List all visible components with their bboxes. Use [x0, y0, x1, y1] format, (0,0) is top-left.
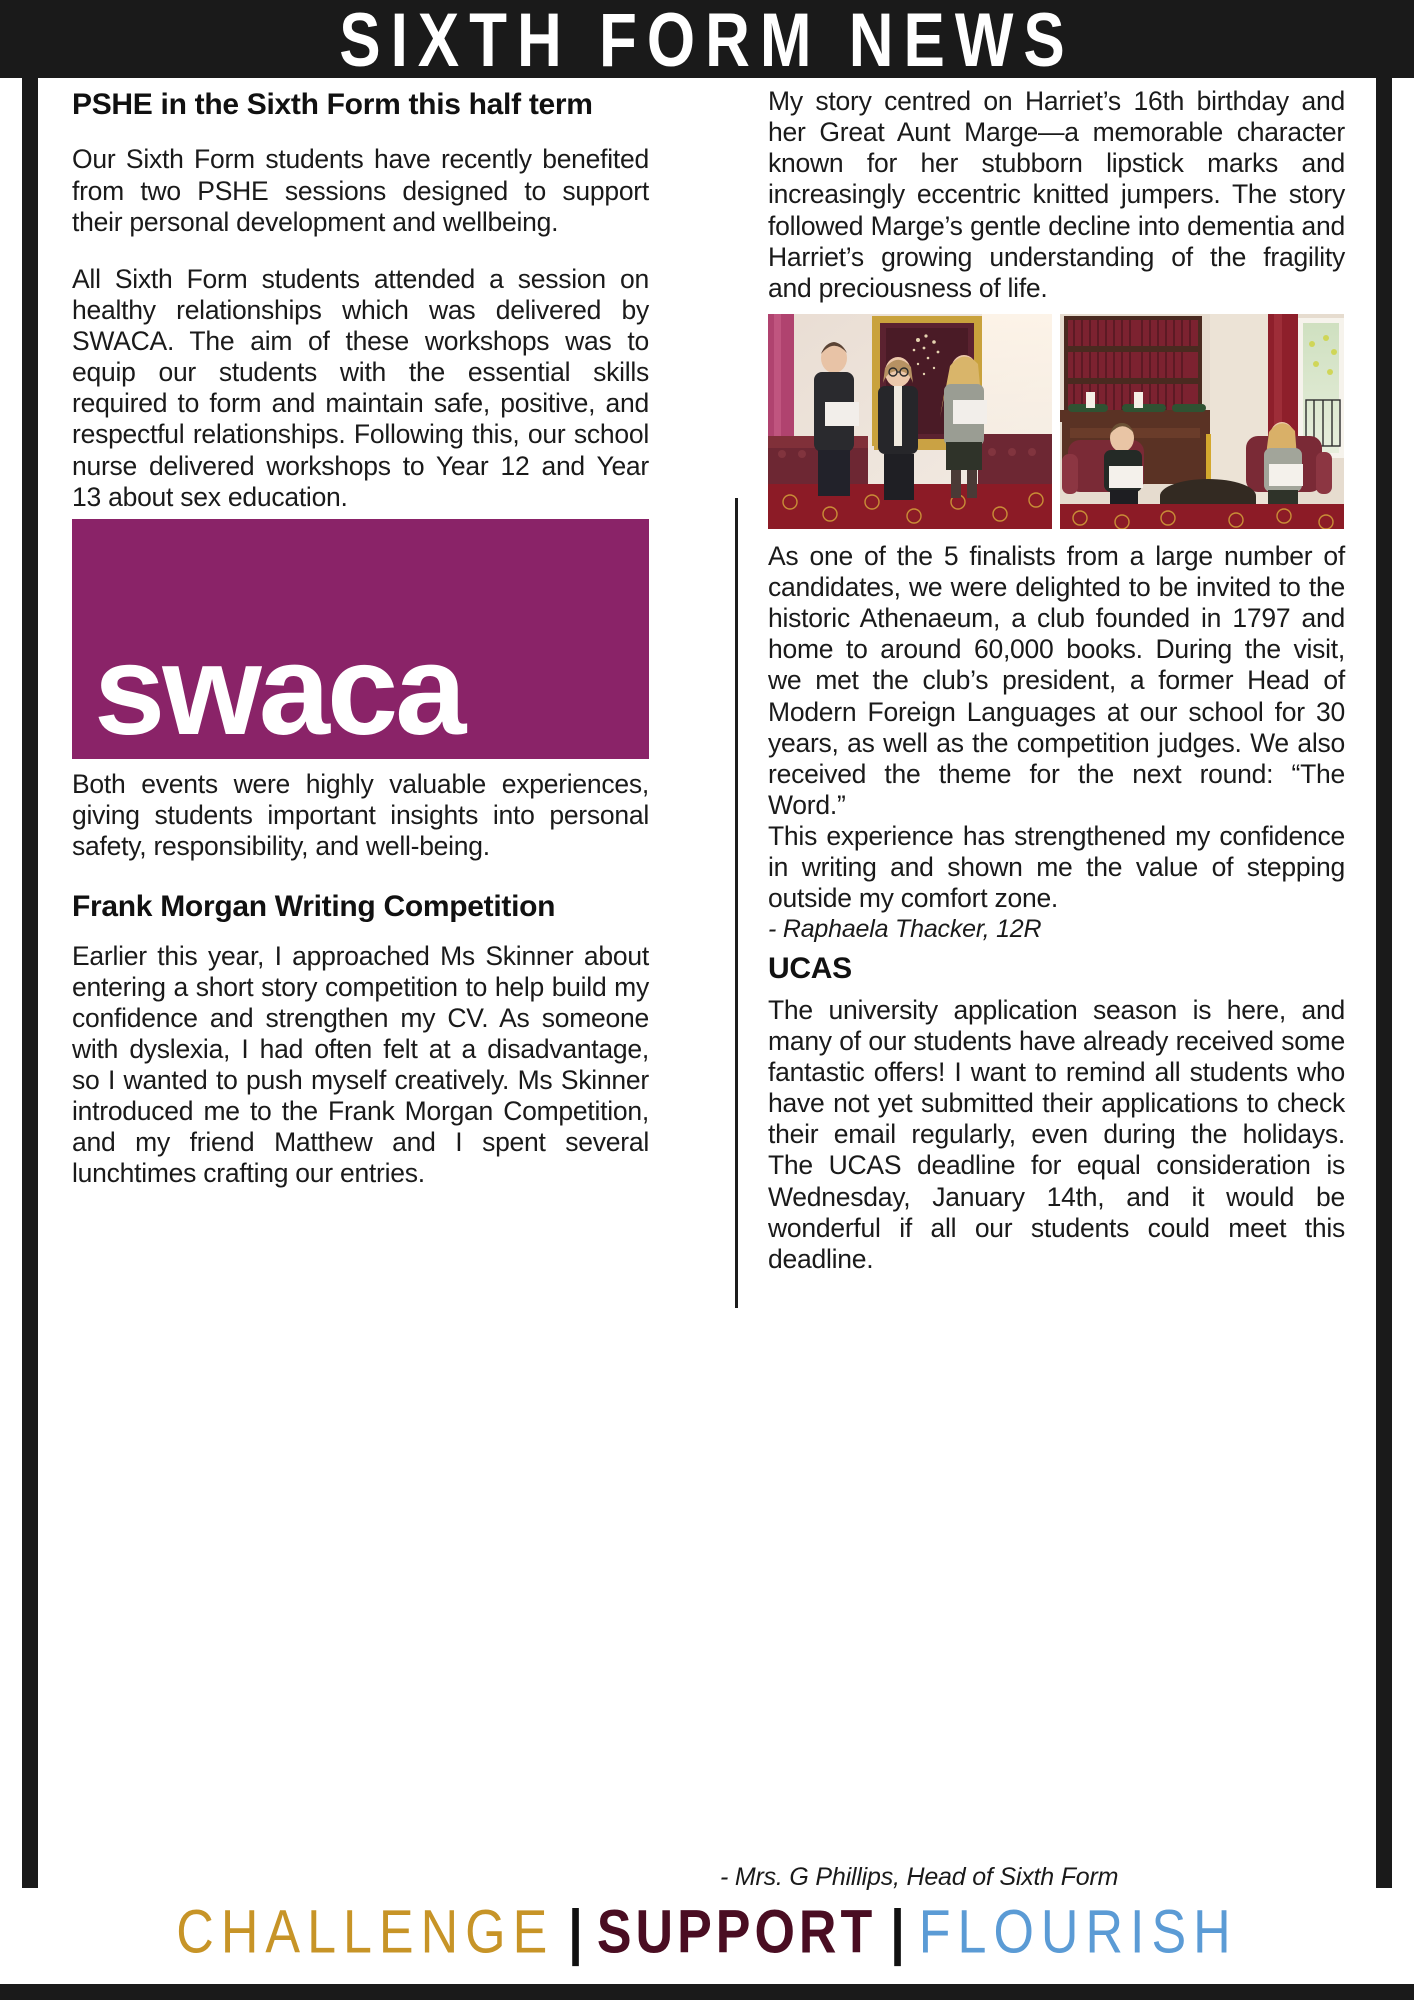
- pshe-paragraph-3: Both events were highly valuable experiences, giving students important insights into personal safety, responsibility, and well-being.: [72, 768, 649, 862]
- swaca-logo-block: [72, 519, 649, 759]
- story-paragraph-2: As one of the 5 finalists from a large number of candidates, we were delighted to be invited to the historic Athenaeum, a club founded in 1797 and home to around 60,000 books. During the visit, we met the club’s president, a former Head of Modern Foreign Languages at our school for 30 years, as well as the competition judges. We also received the theme for the next round: “The Word.”: [768, 540, 1345, 820]
- photo-2-illustration: [1060, 314, 1344, 529]
- strapline-separator-2: |: [890, 1898, 905, 1967]
- photo-students-standing: [768, 314, 1052, 529]
- strapline-support: SUPPORT: [596, 1898, 877, 1967]
- photo-row: [768, 314, 1345, 529]
- pshe-paragraph-2: All Sixth Form students attended a session on healthy relationships which was delivered by SWACA. The aim of these workshops was to equip our students with the essential skills required to form and maintain safe, positive, and respectful relationships. Following this, our school nurse delivered workshops to Year 12 and Year 13 about sex education.: [72, 263, 649, 512]
- ucas-attribution: - Mrs. G Phillips, Head of Sixth Form: [720, 1863, 1119, 1891]
- right-column: [768, 86, 1345, 1275]
- pshe-heading: PSHE in the Sixth Form this half term: [72, 88, 593, 121]
- ucas-paragraph-1: The university application season is here, and many of our students have already received some fantastic offers! I want to remind all students who have not yet submitted their applications to check their email regularly, even during the holidays. The UCAS deadline for equal consideration is Wednesday, January 14th, and it would be wonderful if all our students could meet this deadline.: [768, 994, 1345, 1274]
- strapline-flourish: FLOURISH: [918, 1898, 1238, 1967]
- left-black-rail: [22, 70, 38, 1930]
- swaca-wordmark: swaca: [94, 618, 464, 759]
- page-title: SIXTH FORM NEWS: [339, 0, 1075, 78]
- story-paragraph-3: This experience has strengthened my confidence in writing and shown me the value of stepping outside my comfort zone.: [768, 821, 1345, 914]
- photo-1-illustration: [768, 314, 1052, 529]
- frank-morgan-heading: Frank Morgan Writing Competition: [72, 890, 556, 924]
- footer-black-bar: [0, 1984, 1414, 2000]
- footer-bar: [0, 1863, 1414, 2000]
- strapline-challenge: CHALLENGE: [176, 1898, 555, 1967]
- strapline-separator-1: |: [568, 1898, 583, 1967]
- frank-morgan-paragraph-1: Earlier this year, I approached Ms Skinner about entering a short story competition to help build my confidence and strengthen my CV. As someone with dyslexia, I had often felt at a disadvantage, so I wanted to push myself creatively. Ms Skinner introduced me to the Frank Morgan Competition, and my friend Matthew and I spent several lunchtimes crafting our entries.: [72, 940, 649, 1189]
- ucas-heading: UCAS: [768, 952, 852, 986]
- column-divider: [735, 498, 738, 1308]
- content-area: [48, 78, 1366, 1888]
- school-strapline: [0, 1898, 1414, 1967]
- photo-students-seated: [1060, 314, 1344, 529]
- left-column: [72, 86, 649, 1190]
- header-bar: [0, 0, 1414, 78]
- pshe-paragraph-1: Our Sixth Form students have recently benefited from two PSHE sessions designed to support their personal development and wellbeing.: [72, 144, 649, 237]
- right-black-rail: [1376, 70, 1392, 1930]
- story-paragraph-1: My story centred on Harriet’s 16th birthday and her Great Aunt Marge—a memorable character known for her stubborn lipstick marks and increasingly eccentric knitted jumpers. The story followed Marge’s gentle decline into dementia and Harriet’s growing understanding of the fragility and preciousness of life.: [768, 86, 1345, 303]
- story-attribution: - Raphaela Thacker, 12R: [768, 915, 1042, 944]
